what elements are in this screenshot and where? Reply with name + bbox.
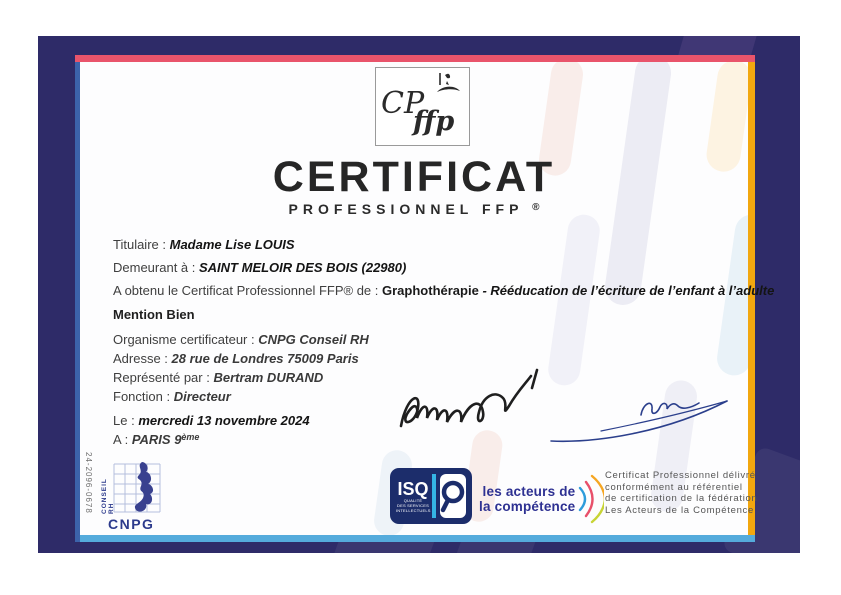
program-detail: Rééducation de l’écriture de l’enfant à l’adulte xyxy=(490,283,775,298)
isq-logo xyxy=(390,468,472,524)
function-label: Fonction : xyxy=(113,389,171,404)
isq-subtext-2: DES SERVICES xyxy=(397,502,429,508)
mention-line: Mention Bien xyxy=(113,307,195,322)
subtitle-text: PROFESSIONNEL FFP xyxy=(288,201,524,217)
certificate-title: CERTIFICAT xyxy=(272,153,556,201)
residence-line xyxy=(113,260,406,275)
certifier-value: CNPG Conseil RH xyxy=(258,332,369,347)
cnpg-logo xyxy=(100,462,164,534)
date-line xyxy=(113,413,310,428)
obtained-line xyxy=(113,283,774,298)
date-label: Le : xyxy=(113,413,135,428)
residence-value: SAINT MELOIR DES BOIS (22980) xyxy=(199,260,407,275)
delivery-note-line: conformément au référentiel xyxy=(605,481,743,493)
residence-label: Demeurant à : xyxy=(113,260,196,275)
second-signature xyxy=(545,385,733,455)
address-value: 28 rue de Londres 75009 Paris xyxy=(171,351,359,366)
isq-divider xyxy=(432,474,436,518)
place-superscript: ème xyxy=(181,432,200,442)
cnpg-profile-icon xyxy=(112,462,162,514)
place-label: A : xyxy=(113,432,129,447)
top-red-stripe xyxy=(75,55,755,62)
place-line xyxy=(113,432,199,447)
function-value: Directeur xyxy=(173,389,231,404)
function-line xyxy=(113,389,231,404)
delivery-note-line: Certificat Professionnel délivré xyxy=(605,470,756,481)
obtained-label: A obtenu le Certificat Professionnel FFP® de : xyxy=(113,283,379,298)
representative-line xyxy=(113,370,323,385)
date-value: mercredi 13 novembre 2024 xyxy=(138,413,310,428)
cnpg-conseil-rh-text: CONSEIL RH xyxy=(101,478,115,514)
director-signature xyxy=(393,366,553,448)
certificate-number: 24-2096-0678 xyxy=(84,452,93,514)
representative-value: Bertram DURAND xyxy=(213,370,324,385)
acteurs-competence-logo xyxy=(479,474,604,524)
program-name: Graphothérapie xyxy=(382,283,479,298)
isq-acronym: ISQ xyxy=(397,478,429,499)
representative-label: Représenté par : xyxy=(113,370,210,385)
certifier-label: Organisme certificateur : xyxy=(113,332,255,347)
cnpg-name: CNPG xyxy=(108,516,155,532)
acteurs-arcs-icon xyxy=(578,474,604,524)
acteurs-line1: les acteurs de xyxy=(482,484,576,499)
certificate-subtitle xyxy=(80,201,748,217)
magnifier-q-icon xyxy=(440,478,466,514)
cpffp-logo xyxy=(375,67,470,146)
delivery-note-line: de certification de la fédération xyxy=(605,493,758,504)
delivery-note xyxy=(605,470,758,516)
address-line xyxy=(113,351,359,366)
address-label: Adresse : xyxy=(113,351,168,366)
delivery-note-line: Les Acteurs de la Compétence xyxy=(605,504,754,516)
isq-subtext-1: QUALITÉ xyxy=(403,497,423,503)
place-value: PARIS 9 xyxy=(131,432,182,447)
cpffp-logo-ffp-text: ffp xyxy=(413,106,455,137)
acteurs-line2: la compétence xyxy=(479,499,576,514)
program-separator: - xyxy=(482,283,487,298)
isq-q-badge xyxy=(440,474,466,518)
cpffp-logo-cp-text: CP xyxy=(381,86,425,121)
registered-mark: ® xyxy=(532,202,540,213)
holder-value: Madame Lise LOUIS xyxy=(169,237,295,252)
isq-text-block xyxy=(396,480,430,513)
acteurs-text xyxy=(479,484,575,514)
certifier-line xyxy=(113,332,369,347)
background-brush-stripe xyxy=(546,213,602,388)
holder-line xyxy=(113,237,295,252)
holder-label: Titulaire : xyxy=(113,237,166,252)
isq-subtext-3: INTELLECTUELS xyxy=(396,507,431,513)
bird-icon xyxy=(433,72,463,102)
bottom-lightblue-stripe xyxy=(80,535,755,542)
